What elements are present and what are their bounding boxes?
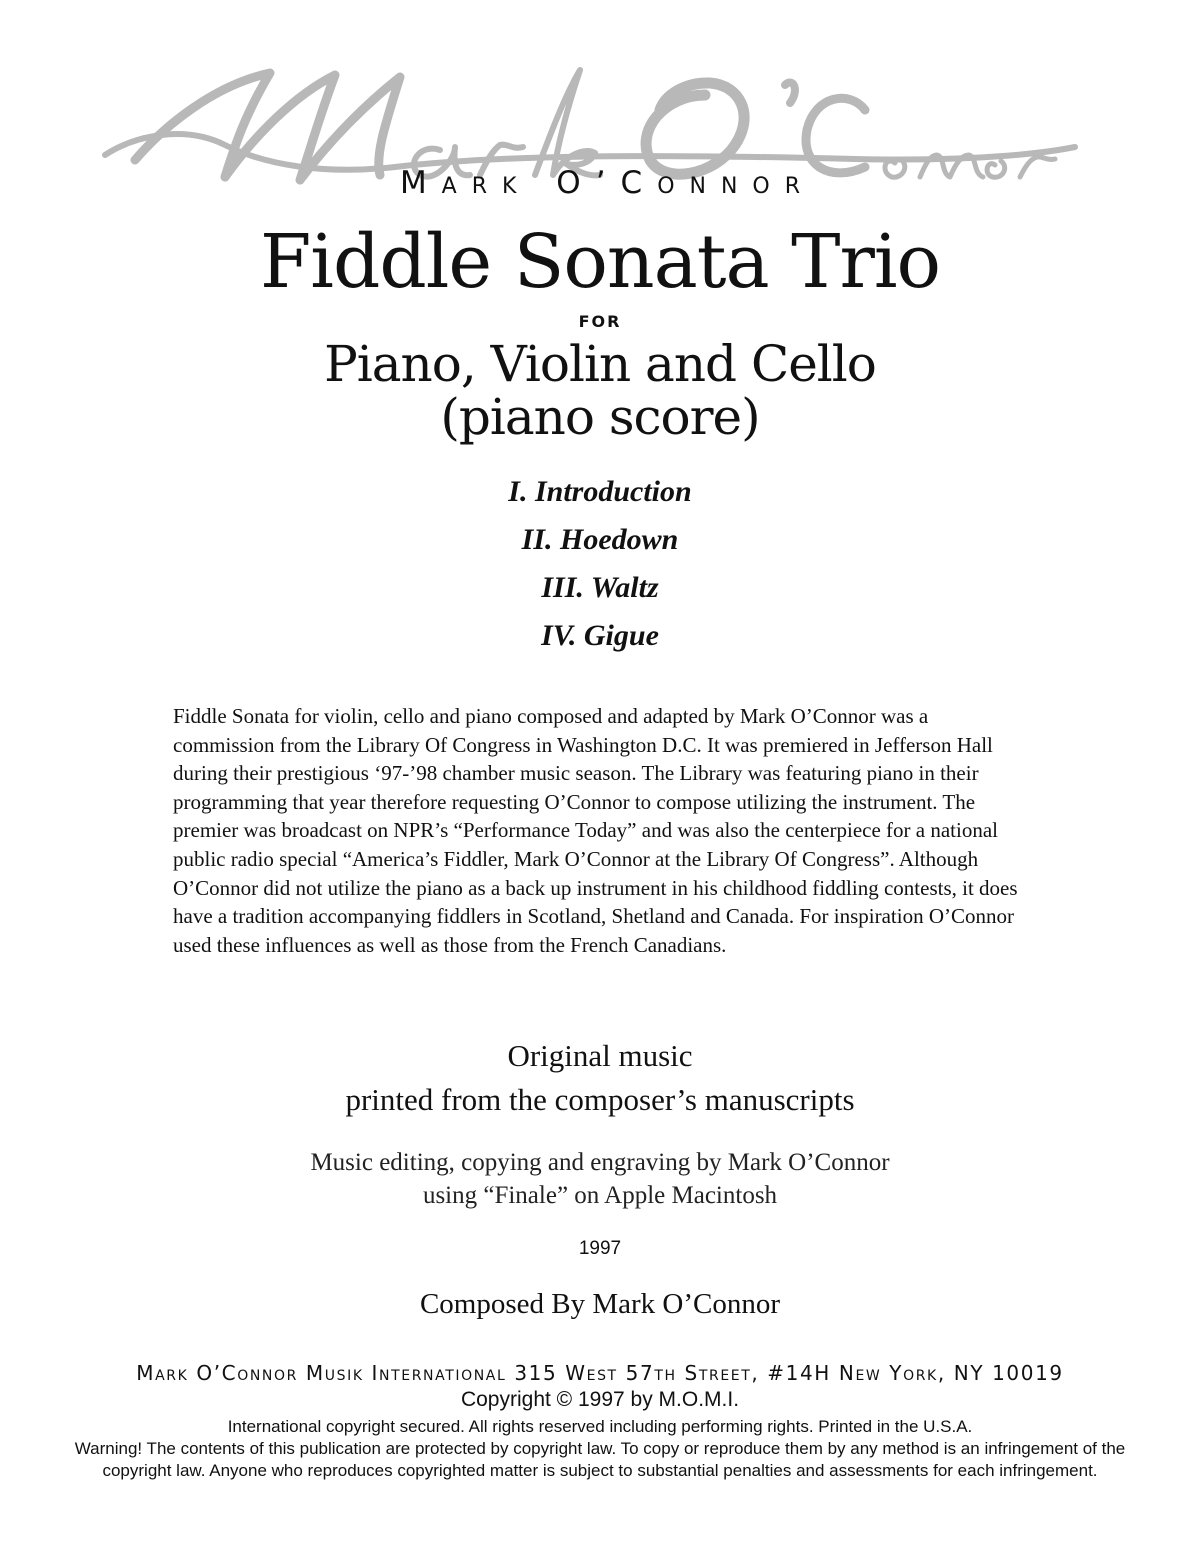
legal-line-2: Warning! The contents of this publication are protected by copyright law. To copy or reproduce them by any method is an infringement of the copyright law. Anyone who reproduces copyrighted matter is subject to substantial penalties and assessments for each infringement. [74, 1439, 1126, 1480]
composer-name: Mark O’Connor [399, 165, 816, 201]
description-paragraph: Fiddle Sonata for violin, cello and piano composed and adapted by Mark O’Connor was a commission from the Library Of Congress in Washington D.C. It was premiered in Jefferson Hall during their prestigious ‘97-’98 chamber music season. The Library was featuring piano in their programming that year therefore requesting O’Connor to compose utilizing the instrument. The premier was broadcast on NPR’s “Performance Today” and was also the centerpiece for a national public radio special “America’s Fiddler, Mark O’Connor at the Library Of Congress”. Although O’Connor did not utilize the piano as a back up instrument in his childhood fiddling contests, it does have a tradition accompanying fiddlers in Scotland, Shetland and Canada. For inspiration O’Connor used these influences as well as those from the French Canadians. [173, 704, 1018, 957]
original-line-2: printed from the composer’s manuscripts [345, 1082, 855, 1117]
page-title: Fiddle Sonata Trio [259, 219, 941, 305]
legal-notice [60, 1416, 1140, 1482]
movement-item: III. Waltz [541, 571, 659, 604]
composed-by: Composed By Mark O’Connor [419, 1288, 781, 1320]
publication-year: 1997 [578, 1238, 622, 1259]
original-music-note [0, 1034, 1200, 1122]
copyright-line: Copyright © 1997 by M.O.M.I. [460, 1388, 740, 1411]
legal-line-1: International copyright secured. All rights reserved including performing rights. Printed in the U.S.A. [227, 1417, 973, 1436]
movement-list [0, 468, 1200, 660]
for-label: FOR [578, 312, 622, 331]
editing-line-1: Music editing, copying and engraving by Mark O’Connor [310, 1149, 890, 1176]
publisher-address: Mark O’Connor Musik International 315 West 57th Street, #14H New York, NY 10019 [136, 1361, 1064, 1385]
editing-credit [0, 1146, 1200, 1212]
original-line-1: Original music [507, 1038, 693, 1073]
score-type: (piano score) [440, 388, 760, 446]
movement-item: IV. Gigue [541, 619, 659, 652]
instrumentation: Piano, Violin and Cello [324, 335, 876, 393]
movement-item: II. Hoedown [521, 523, 679, 556]
editing-line-2: using “Finale” on Apple Macintosh [422, 1182, 778, 1209]
movement-item: I. Introduction [508, 475, 692, 508]
